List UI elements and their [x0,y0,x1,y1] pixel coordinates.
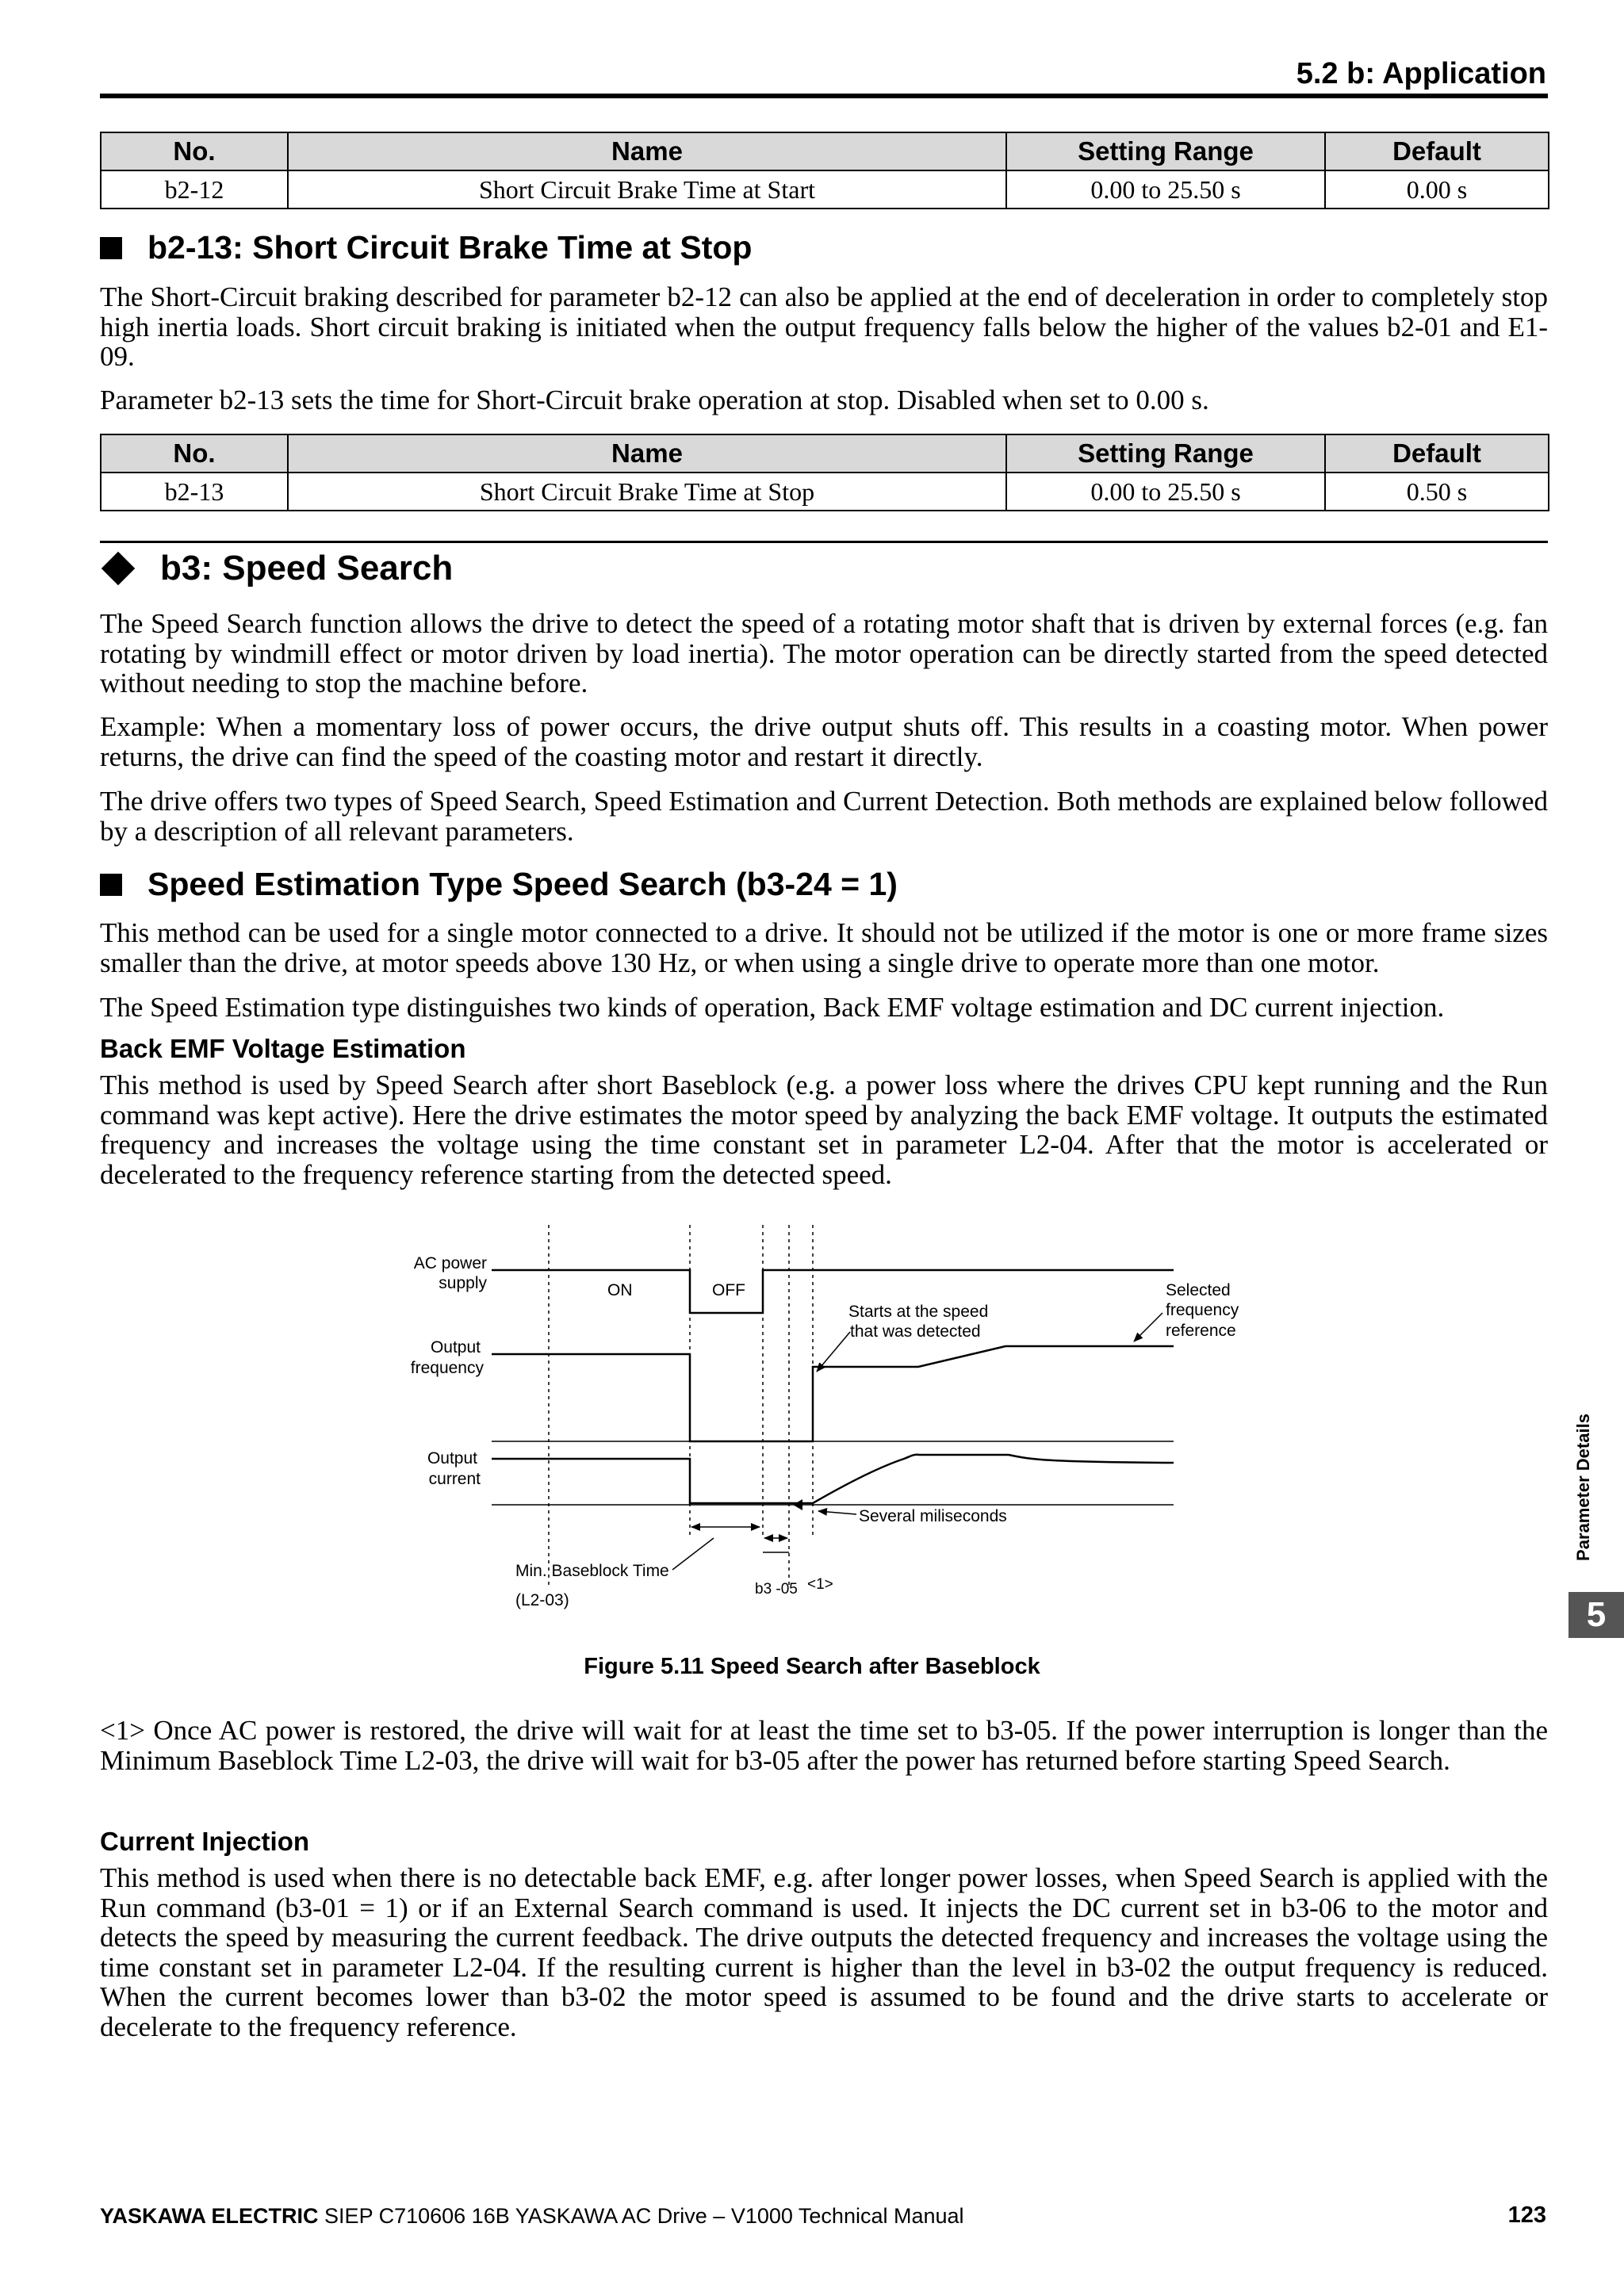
side-tab-label [1568,1400,1599,1575]
several-ms-leader [818,1511,856,1514]
figure-caption: Figure 5.11 Speed Search after Baseblock [584,1654,1040,1679]
label-selected-2: frequency [1166,1301,1239,1319]
paragraph-b2-13-description: The Short-Circuit braking described for parameter b2-12 can also be applied at the end of deceleration in order to completely stop high inertia loads. Short circuit braking is initiated when the output frequency falls below the higher of the values b2-01 and E1-09. [100,281,1548,372]
column-header-setting-range: Setting Range [1006,434,1325,473]
label-output-current-2: current [428,1470,481,1488]
label-starts-at-speed-1: Starts at the speed [848,1303,989,1321]
label-selected-1: Selected [1166,1281,1231,1299]
label-min-baseblock-time: Min. Baseblock Time [515,1562,669,1580]
output-frequency-trace [492,1346,1174,1441]
current-small-arrow [793,1499,802,1510]
section-heading-b3 [100,549,453,588]
column-header-name: Name [288,434,1006,473]
footer-brand: YASKAWA ELECTRIC [100,2204,319,2228]
footer [100,2204,964,2229]
column-header-default: Default [1325,132,1549,170]
heading-text: b3: Speed Search [160,549,454,587]
output-current-trace [492,1455,1174,1503]
paragraph-current-injection: This method is used when there is no detectable back EMF, e.g. after longer power losses, when Speed Search is applied with the Run command (b3-01 = 1) or if an External Search command is used. It injects the DC current set in b3-06 to the motor and detects the speed by measuring the current feedback. The drive outputs the detected frequency and increases the voltage using the time constant set in parameter L2-04. If the resulting current is higher than the level in b3-02 the output frequency is reduced. When the current becomes lower than b3-02 the motor speed is assumed to be found and the drive starts to accelerate or decelerate to the frequency reference. [100,1862,1548,2042]
label-output-frequency-2: frequency [410,1359,484,1377]
cell-setting-range: 0.00 to 25.50 s [1006,170,1325,209]
table-header-row [101,434,1549,473]
column-header-name: Name [288,132,1006,170]
column-header-no: No. [101,132,288,170]
square-bullet-icon [100,874,122,896]
label-output-frequency-1: Output [430,1338,481,1357]
heading-text: Speed Estimation Type Speed Search (b3-24 = 1) [147,866,898,902]
label-l2-03: (L2-03) [515,1591,569,1609]
paragraph-note-1: <1> Once AC power is restored, the drive will wait for at least the time set to b3-05. If the power interruption is longer than the Minimum Baseblock Time L2-03, the drive will wait for b3-05 after the power has returned before starting Speed Search. [100,1715,1548,1776]
section-rule [100,541,1548,543]
cell-setting-range: 0.00 to 25.50 s [1006,473,1325,511]
cell-no: b2-12 [101,170,288,209]
subheading-current-injection: Current Injection [100,1827,310,1856]
parameter-table-b2-12 [100,132,1549,209]
cell-default: 0.50 s [1325,473,1549,511]
header-section-title: 5.2 b: Application [1296,57,1546,90]
table-row [101,473,1549,511]
square-bullet-icon [100,237,122,259]
paragraph-b3-types: The drive offers two types of Speed Search, Speed Estimation and Current Detection. Both methods are explained below followed by a description of all relevant parameters. [100,786,1548,847]
side-tab-text: Parameter Details [1573,1414,1593,1561]
diamond-bullet-icon [102,552,135,585]
header-rule [100,94,1548,98]
label-starts-at-speed-2: that was detected [850,1322,981,1341]
starts-speed-leader-arrow [817,1332,850,1372]
paragraph-b3-example: Example: When a momentary loss of power occurs, the drive output shuts off. This results in a coasting motor. When power returns, the drive can find the speed of the coasting motor and restart it directly. [100,711,1548,772]
cell-default: 0.00 s [1325,170,1549,209]
column-header-no: No. [101,434,288,473]
selected-reference-leader-arrow [1134,1313,1162,1341]
timing-guide-lines [549,1225,813,1586]
cell-name: Short Circuit Brake Time at Start [288,170,1006,209]
heading-text: b2-13: Short Circuit Brake Time at Stop [147,229,753,266]
min-baseblock-leader [672,1538,714,1570]
column-header-setting-range: Setting Range [1006,132,1325,170]
side-tab-chapter-number: 5 [1568,1592,1624,1638]
column-header-default: Default [1325,434,1549,473]
cell-name: Short Circuit Brake Time at Stop [288,473,1006,511]
parameter-table-b2-13 [100,434,1549,511]
table-header-row [101,132,1549,170]
paragraph-speed-estimation-kinds: The Speed Estimation type distinguishes two kinds of operation, Back EMF voltage estimation and DC current injection. [100,992,1445,1023]
label-b3-05: b3 -05 [755,1581,798,1598]
label-ac-power: AC power [413,1254,487,1272]
footer-document: SIEP C710606 16B YASKAWA AC Drive – V1000 Technical Manual [318,2204,964,2228]
ac-power-supply-trace [492,1270,1174,1313]
label-selected-3: reference [1166,1322,1236,1340]
label-off: OFF [712,1281,745,1299]
subheading-back-emf: Back EMF Voltage Estimation [100,1034,466,1063]
label-on: ON [607,1281,633,1299]
paragraph-back-emf: This method is used by Speed Search after short Baseblock (e.g. a power loss where the drives CPU kept running and the Run command was kept active). Here the drive estimates the motor speed by analyzing the back EMF voltage. It outputs the estimated frequency and increases the voltage using the time constant set in parameter L2-04. After that the motor is accelerated or decelerated to the frequency reference starting from the detected speed. [100,1070,1548,1190]
cell-no: b2-13 [101,473,288,511]
page-number: 123 [1507,2202,1546,2228]
section-heading-speed-estimation [100,866,898,903]
paragraph-speed-estimation-usage: This method can be used for a single motor connected to a drive. It should not be utilized if the motor is one or more frame sizes smaller than the drive, at motor speeds above 130 Hz, or when using a single drive to operate more than one motor. [100,917,1548,978]
label-ac-power-supply: supply [439,1274,487,1292]
paragraph-b3-intro: The Speed Search function allows the drive to detect the speed of a rotating motor shaft that is driven by external forces (e.g. fan rotating by windmill effect or motor driven by load inertia). The motor operation can be directly started from the speed detected without needing to stop the machine before. [100,608,1548,698]
speed-search-timing-diagram [0,1205,1624,1617]
section-heading-b2-13 [100,229,752,266]
label-note-ref: <1> [807,1576,833,1593]
paragraph-b2-13-time: Parameter b2-13 sets the time for Short-Circuit brake operation at stop. Disabled when set to 0.00 s. [100,385,1209,415]
label-several-miliseconds: Several miliseconds [859,1507,1007,1525]
table-row [101,170,1549,209]
label-output-current-1: Output [427,1449,477,1468]
